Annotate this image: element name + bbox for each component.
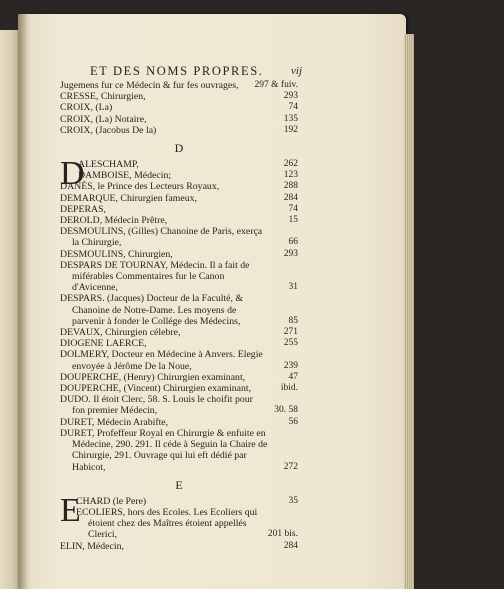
index-entry (60, 260, 298, 294)
index-entry (60, 372, 298, 383)
entry-text: DESMOULINS, (Gilles) Chanoine de Paris, exerça la Chirurgie, (60, 226, 263, 249)
entry-text: CROIX, (Jacobus De la) (60, 124, 157, 136)
running-title: ET DES NOMS PROPRES. (90, 64, 264, 78)
index-entry (60, 507, 298, 541)
index-entry (60, 541, 298, 552)
entry-text: DEVAUX, Chirurgien célebre, (60, 327, 181, 339)
entry-text: DANÈS, le Prince des Lecteurs Royaux, (60, 181, 220, 193)
index-entry (60, 159, 298, 170)
entry-text: DESPARS. (Jacques) Docteur de la Faculté, & Chanoine de Notre-Dame. Les moyens de parvenir à fonder le Collége des Médecins, (60, 293, 244, 327)
index-entry (60, 204, 298, 215)
entry-page-ref: 284 (283, 540, 298, 551)
page-gutter-shadow (18, 14, 28, 589)
entry-page-ref: 47 (288, 371, 298, 382)
index-entry (60, 327, 298, 338)
entry-text: DURET, Profeffeur Royal en Chirurgie & enfuite en Médecine, 290. 291. Il céde à Seguin la Chaire de Chirurgie, 291. Ouvrage qui lui eft dédié par Habicot, (60, 427, 268, 473)
section-e-entries (60, 541, 298, 552)
section-d-first-entries (60, 159, 298, 181)
entry-page-ref: 31 (288, 282, 298, 293)
index-entry (60, 226, 298, 248)
entry-page-ref: 15 (288, 215, 298, 226)
index-entry (60, 383, 298, 394)
entry-page-ref: 288 (283, 181, 298, 192)
entry-page-ref: 35 (288, 495, 298, 506)
entry-page-ref: 297 & fuiv. (254, 80, 298, 90)
index-entry (60, 249, 298, 260)
entry-text: DEMARQUE, Chirurgien fameux, (60, 192, 197, 204)
entry-text: DESPARS DE TOURNAY, Médecin. Il a fait de miférables Commentaires fur le Canon d'Avicenne, (60, 259, 250, 294)
section-e-first-entries (60, 491, 298, 541)
entry-text: CHARD (le Pere) (76, 495, 147, 507)
entry-page-ref: 56 (288, 416, 298, 427)
entry-page-ref: 262 (283, 159, 298, 170)
dropcap-e: E (60, 491, 81, 529)
section-heading-d: D (174, 141, 184, 156)
entry-text: DOUPERCHE, (Vincent) Chirurgien examinant, (60, 383, 252, 395)
entry-text: DUDO. Il étoit Clerc, 58. S. Louis le choifit pour fon premier Médecin, (60, 394, 253, 417)
dropcap-d: D (60, 155, 85, 193)
index-entry (60, 181, 298, 192)
entry-text: ELIN, Médecin, (60, 540, 124, 552)
entry-page-ref: 74 (288, 102, 298, 113)
entry-page-ref: 30. 58 (274, 405, 298, 416)
entry-text: DESMOULINS, Chirurgien, (60, 248, 173, 260)
entry-text: CRESSE, Chirurgien, (60, 91, 146, 103)
index-entry (60, 170, 298, 181)
entry-page-ref: 239 (283, 360, 298, 371)
entry-page-ref: 284 (283, 192, 298, 203)
entry-text: Jugemens fur ce Médecin & fur fes ouvrages, (60, 80, 239, 91)
section-heading-e: E (175, 477, 183, 492)
entry-page-ref: 293 (283, 91, 298, 102)
entry-text: DEPERAS, (60, 203, 106, 215)
running-header (60, 62, 302, 80)
entry-page-ref: 123 (283, 170, 298, 181)
index-entry (60, 80, 298, 91)
index-entry (60, 114, 298, 125)
index-entry (60, 394, 298, 416)
entry-text: CROIX, (La) Notaire, (60, 113, 147, 125)
index-content (60, 62, 302, 552)
entry-text: DAMBOISE, Médecin; (78, 170, 172, 182)
entry-text: DURET, Médecin Arabifte, (60, 416, 169, 428)
entry-text: CROIX, (La) (60, 102, 113, 114)
section-d-entries (60, 181, 298, 472)
index-entry (60, 215, 298, 226)
index-entry (60, 428, 298, 473)
left-page-edge (0, 30, 20, 589)
index-entry (60, 125, 298, 136)
index-entry (60, 338, 298, 349)
index-entry (60, 496, 298, 507)
entry-page-ref: 74 (288, 203, 298, 214)
continued-entries (60, 80, 298, 136)
entry-text: ECOLIERS, hors des Ecoles. Les Ecoliers qui étoient chez des Maîtres étoient appellés Clerici, (76, 506, 258, 541)
entry-page-ref: 192 (283, 124, 298, 135)
entry-text: DIOGENE LAERCE, (60, 338, 147, 350)
index-entry (60, 193, 298, 204)
entry-page-ref: 255 (283, 338, 298, 349)
entry-page-ref: 85 (288, 315, 298, 326)
entry-page-ref: 293 (283, 248, 298, 259)
entry-text: ALESCHAMP, (78, 159, 139, 171)
index-entry (60, 417, 298, 428)
index-entry (60, 91, 298, 102)
entry-text: DOUPERCHE, (Henry) Chirurgien examinant, (60, 371, 246, 383)
index-entry (60, 293, 298, 327)
entry-text: DOLMERY, Docteur en Médecine à Anvers. Elegie envoyée à Jérôme De la Noue, (60, 349, 263, 372)
page-folio: vij (291, 65, 302, 77)
entry-page-ref: 272 (283, 461, 298, 472)
index-entry (60, 102, 298, 113)
entry-page-ref: 66 (288, 237, 298, 248)
entry-page-ref: 271 (283, 327, 298, 338)
entry-page-ref: 201 bis. (267, 529, 298, 540)
entry-page-ref: ibid. (280, 383, 298, 394)
page-stack-edge (404, 34, 414, 589)
index-entry (60, 349, 298, 371)
entry-text: DEROLD, Médecin Prêtre, (60, 215, 168, 227)
entry-page-ref: 135 (283, 113, 298, 124)
section-e-opening (60, 491, 298, 541)
